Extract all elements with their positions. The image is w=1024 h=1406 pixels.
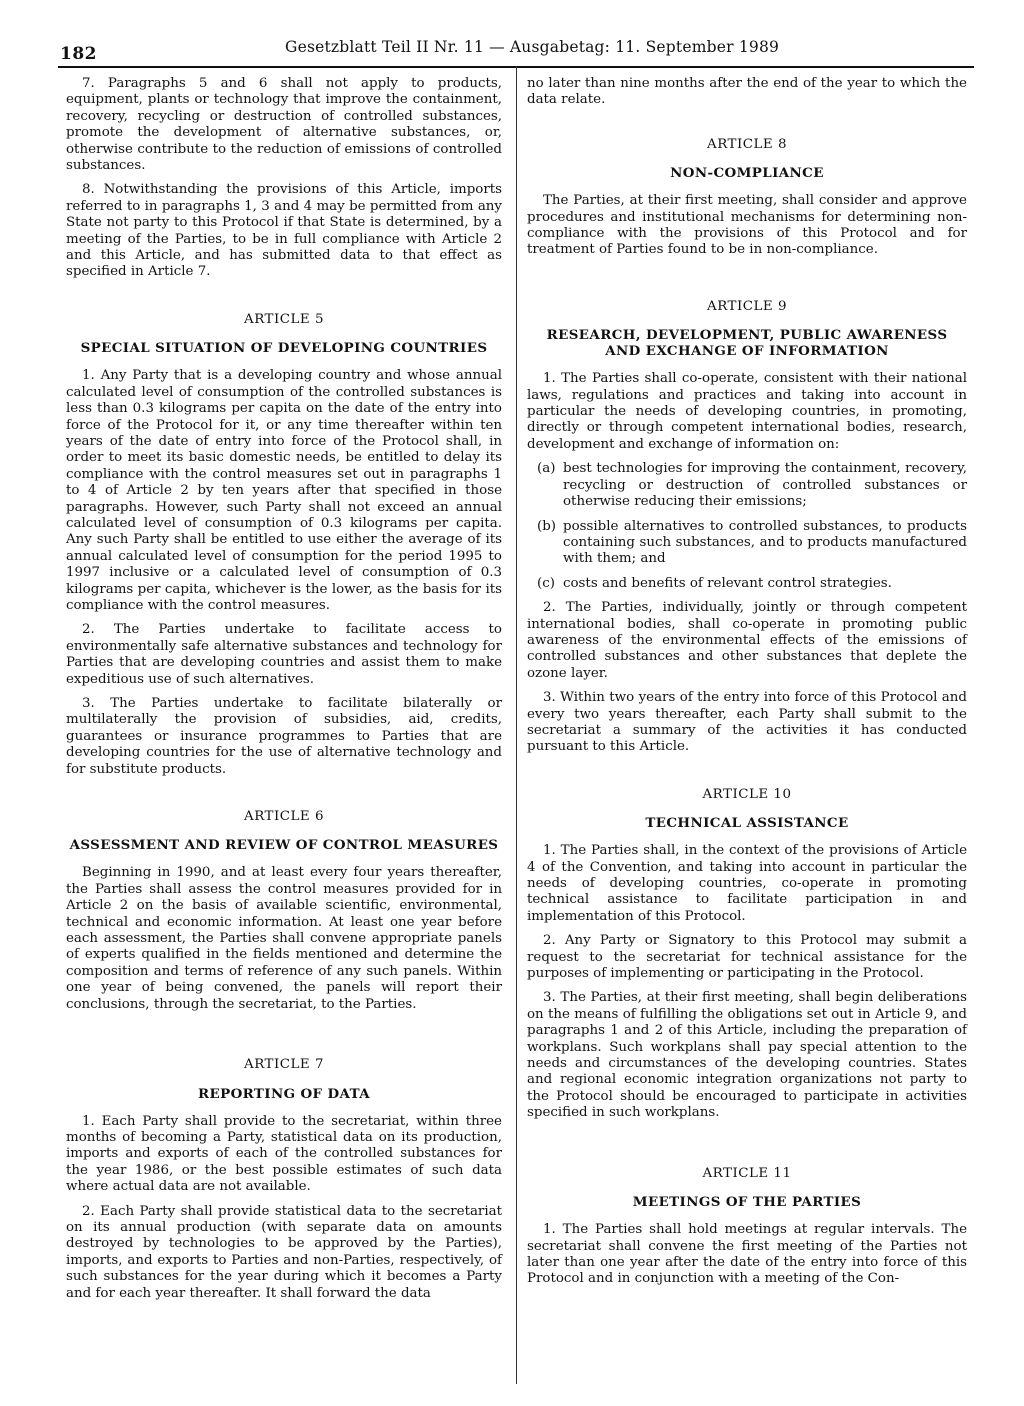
page-number: 182 (60, 44, 97, 64)
item-label: (b) (537, 518, 557, 534)
item-text: possible alternatives to controlled substances, to products containing such substances, and to products manufactured with them; and (563, 518, 967, 567)
article-5-paragraph-2: 2. The Parties undertake to facilitate access to environmentally safe alternative substances and technology for Parties that are developing countries and assist them to make expeditious use of such alternatives. (66, 622, 502, 687)
article-11-paragraph-1: 1. The Parties shall hold meetings at regular intervals. The secretariat shall convene the first meeting of the Parties not later than one year after the date of the entry into force of this Protocol and in conjunction with a meeting of the Con- (527, 1222, 967, 1287)
article-9-title-line-2: AND EXCHANGE OF INFORMATION (605, 343, 889, 360)
article-9-item-b (527, 519, 967, 568)
article-8-paragraph-1: The Parties, at their first meeting, shall consider and approve procedures and institutional mechanisms for determining non-compliance with the provisions of this Protocol and for treatment of Parties found to be in non-compliance. (527, 193, 967, 258)
running-header: Gesetzblatt Teil II Nr. 11 — Ausgabetag: 11. September 1989 (285, 38, 780, 56)
article-8-title: NON-COMPLIANCE (670, 165, 824, 182)
article-7-paragraph-2: 2. Each Party shall provide statistical data to the secretariat on its annual production (with separate data on amounts destroyed by technologies to be approved by the Parties), imports, and exports to Parties and non-Parties, respectively, of such substances for the year during which it becomes a Party and for each year thereafter. It shall forward the data (66, 1203, 502, 1301)
article-10-paragraph-1: 1. The Parties shall, in the context of the provisions of Article 4 of the Convention, and taking into account in particular the needs of developing countries, co-operate in promoting technical assistance to facilitate participation in and implementation of this Protocol. (527, 843, 967, 924)
item-label: (a) (537, 461, 556, 477)
right-column (527, 76, 967, 1296)
article-7-label: ARTICLE 7 (244, 1057, 324, 1073)
item-label: (c) (537, 575, 555, 591)
article-6-title: ASSESSMENT AND REVIEW OF CONTROL MEASURES (69, 837, 499, 854)
article-11-title: MEETINGS OF THE PARTIES (632, 1194, 862, 1211)
article-5-paragraph-1: 1. Any Party that is a developing country and whose annual calculated level of consumption of the controlled substances is less than 0.3 kilograms per capita on the date of the entry into force of the Protocol for it, or any time thereafter within ten years of the date of entry into force of the Protocol shall, in order to meet its basic domestic needs, be entitled to delay its compliance with the control measures set out in paragraphs 1 to 4 of Article 2 by ten years after that specified in those paragraphs. However, such Party shall not exceed an annual calculated level of consumption of 0.3 kilograms per capita. Any such Party shall be entitled to use either the average of its annual calculated level of consumption for the period 1995 to 1997 inclusive or a calculated level of consumption of 0.3 kilograms per capita, whichever is the lower, as the basis for its compliance with the control measures. (66, 368, 502, 613)
article-7-paragraph-1: 1. Each Party shall provide to the secretariat, within three months of becoming a Party, statistical data on its production, imports and exports of each of the controlled substances for the year 1986, or the best possible estimates of such data where actual data are not available. (66, 1113, 502, 1195)
article-9-title-line-1: RESEARCH, DEVELOPMENT, PUBLIC AWARENESS (546, 327, 948, 344)
article-7-continuation: no later than nine months after the end of the year to which the data relate. (527, 76, 967, 108)
item-text: costs and benefits of relevant control strategies. (563, 575, 892, 591)
article-6-paragraph-1: Beginning in 1990, and at least every four years thereafter, the Parties shall assess the control measures provided for in Article 2 on the basis of available scientific, environmental, technical and economic information. At least one year before each assessment, the Parties shall convene appropriate panels of experts qualified in the fields mentioned and determine the composition and terms of reference of any such panels. Within one year of being convened, the panels will report their conclusions, through the secretariat, to the Parties. (66, 865, 502, 1012)
article-9-label: ARTICLE 9 (707, 298, 787, 314)
article-9-item-a (527, 461, 967, 510)
article-10-paragraph-3: 3. The Parties, at their first meeting, shall begin deliberations on the means of fulfilling the obligations set out in Article 9, and paragraphs 1 and 2 of this Article, including the preparation of workplans. Such workplans shall pay special attention to the needs and circumstances of the developing countries. States and regional economic integration organizations not party to the Protocol should be encouraged to participate in activities specified in such workplans. (527, 990, 967, 1121)
article-10-title: TECHNICAL ASSISTANCE (645, 815, 849, 832)
article-8-label: ARTICLE 8 (707, 136, 787, 152)
article-9-paragraph-3: 3. Within two years of the entry into force of this Protocol and every two years thereafter, each Party shall submit to the secretariat a summary of the activities it has conducted pursuant to this Article. (527, 690, 967, 755)
column-divider (516, 66, 517, 1384)
article-11-label: ARTICLE 11 (702, 1165, 792, 1181)
article-10-label: ARTICLE 10 (702, 786, 792, 802)
article-9-paragraph-2: 2. The Parties, individually, jointly or through competent international bodies, shall co-operate in promoting public awareness of the environmental effects of the emissions of controlled substances and other substances that deplete the ozone layer. (527, 600, 967, 681)
item-text: best technologies for improving the containment, recovery, recycling or destruction of controlled substances or otherwise reducing their emissions; (563, 461, 967, 510)
article-6-label: ARTICLE 6 (244, 809, 324, 825)
article-9-paragraph-1: 1. The Parties shall co-operate, consistent with their national laws, regulations and practices and taking into account in particular the needs of developing countries, in promoting, directly or through competent international bodies, research, development and exchange of information on: (527, 371, 967, 452)
left-column (66, 76, 502, 1310)
article-5-label: ARTICLE 5 (244, 311, 324, 327)
article-10-paragraph-2: 2. Any Party or Signatory to this Protocol may submit a request to the secretariat for technical assistance for the purposes of implementing or participating in the Protocol. (527, 933, 967, 982)
article-4-paragraph-7: 7. Paragraphs 5 and 6 shall not apply to products, equipment, plants or technology that improve the containment, recovery, recycling or destruction of controlled substances, promote the development of alternative substances, or, otherwise contribute to the reduction of emissions of controlled substances. (66, 76, 502, 174)
article-4-paragraph-8: 8. Notwithstanding the provisions of this Article, imports referred to in paragraphs 1, 3 and 4 may be permitted from any State not party to this Protocol if that State is determined, by a meeting of the Parties, to be in full compliance with Article 2 and this Article, and has submitted data to that effect as specified in Article 7. (66, 182, 502, 280)
article-7-title: REPORTING OF DATA (197, 1085, 371, 1102)
article-9-item-c (527, 576, 967, 592)
article-5-title: SPECIAL SITUATION OF DEVELOPING COUNTRIES (80, 340, 488, 357)
article-9-title (527, 327, 967, 359)
article-5-paragraph-3: 3. The Parties undertake to facilitate bilaterally or multilaterally the provision of subsidies, aid, credits, guarantees or insurance programmes to Parties that are developing countries for the use of alternative technology and for substitute products. (66, 696, 502, 777)
